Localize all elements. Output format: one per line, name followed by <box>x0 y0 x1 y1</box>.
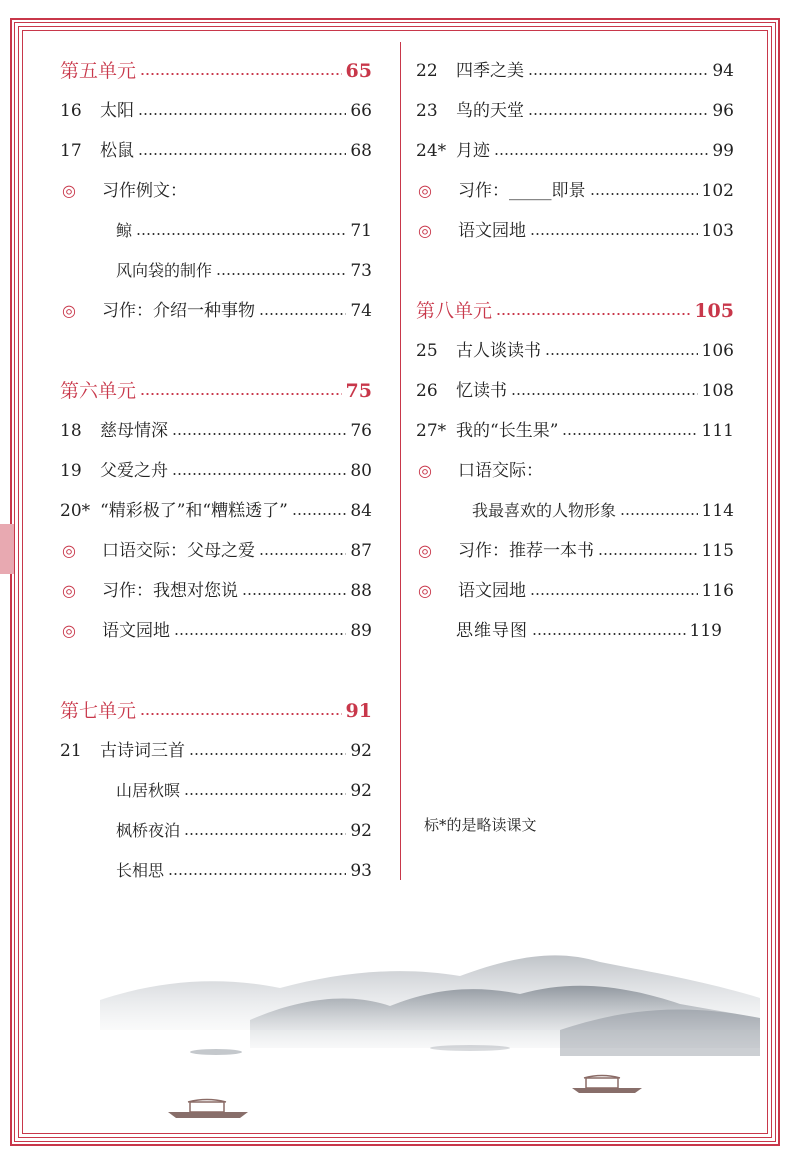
page-number: 71 <box>350 221 372 241</box>
lesson-title: 我的“长生果” <box>456 421 559 441</box>
lesson-number: 19 <box>60 461 82 481</box>
toc-entry[interactable] <box>60 296 372 326</box>
leader-dots <box>562 433 697 435</box>
sub-title: 我最喜欢的人物形象 <box>472 501 617 520</box>
toc-entry[interactable] <box>416 56 734 86</box>
lesson-title: 月迹 <box>456 141 490 161</box>
lesson-title: 古人谈读书 <box>456 341 541 361</box>
page-edge-tab <box>0 524 14 574</box>
toc-entry[interactable] <box>416 136 734 166</box>
section-title: 习作例文： <box>102 181 187 201</box>
unit-title: 第五单元 <box>60 60 137 82</box>
landscape-illustration <box>0 880 800 1140</box>
leader-dots <box>216 273 346 275</box>
leader-dots <box>140 73 342 75</box>
leader-dots <box>184 793 346 795</box>
leader-dots <box>545 353 698 355</box>
toc-entry[interactable] <box>416 416 734 446</box>
bullet-circle-icon: ◎ <box>62 621 76 640</box>
section-title: 口语交际：父母之爱 <box>102 541 255 561</box>
unit-heading[interactable] <box>60 56 372 86</box>
toc-sub-entry[interactable] <box>60 816 372 846</box>
toc-entry[interactable] <box>60 456 372 486</box>
toc-entry[interactable] <box>416 456 734 486</box>
leader-dots <box>140 713 342 715</box>
page-number: 80 <box>350 461 372 481</box>
leader-dots <box>528 73 708 75</box>
leader-dots <box>530 593 698 595</box>
bullet-circle-icon: ◎ <box>418 581 432 600</box>
leader-dots <box>184 833 346 835</box>
lesson-number: 25 <box>416 341 438 361</box>
lesson-title: “精彩极了”和“糟糕透了” <box>100 501 288 521</box>
section-title: 习作：推荐一本书 <box>458 541 594 561</box>
page-number: 105 <box>694 300 734 322</box>
page-number: 93 <box>350 861 372 881</box>
lesson-number: 26 <box>416 381 438 401</box>
leader-dots <box>189 753 346 755</box>
lesson-title: 四季之美 <box>456 61 524 81</box>
toc-entry[interactable] <box>416 336 734 366</box>
islet <box>190 1049 242 1055</box>
leader-dots <box>136 233 346 235</box>
lesson-number: 24* <box>416 141 447 161</box>
lesson-number: 20* <box>60 501 91 521</box>
page-number: 65 <box>345 60 372 82</box>
toc-entry[interactable] <box>416 376 734 406</box>
section-title: 口语交际： <box>458 461 543 481</box>
page-number: 114 <box>701 501 734 521</box>
page-number: 108 <box>701 381 734 401</box>
section-title: 语文园地 <box>102 621 170 641</box>
page-number: 73 <box>350 261 372 281</box>
toc-entry[interactable] <box>416 536 734 566</box>
section-title: 语文园地 <box>458 221 526 241</box>
page-number: 92 <box>350 821 372 841</box>
page-number: 74 <box>350 301 372 321</box>
footnote: 标*的是略读课文 <box>424 816 537 834</box>
page-number: 94 <box>712 61 734 81</box>
lesson-title: 鸟的天堂 <box>456 101 524 121</box>
leader-dots <box>496 313 690 315</box>
toc-sub-entry[interactable] <box>60 776 372 806</box>
page-number: 102 <box>701 181 734 201</box>
lesson-number: 23 <box>416 101 438 121</box>
page-number: 103 <box>701 221 734 241</box>
page-number: 115 <box>701 541 734 561</box>
lesson-number: 22 <box>416 61 438 81</box>
lesson-title: 太阳 <box>100 101 134 121</box>
bullet-circle-icon: ◎ <box>62 181 76 200</box>
toc-entry[interactable] <box>60 536 372 566</box>
leader-dots <box>168 873 346 875</box>
lesson-title: 古诗词三首 <box>100 741 185 761</box>
bullet-circle-icon: ◎ <box>418 461 432 480</box>
lesson-number: 16 <box>60 101 82 121</box>
page-number: 66 <box>350 101 372 121</box>
leader-dots <box>511 393 698 395</box>
bullet-circle-icon: ◎ <box>62 541 76 560</box>
leader-dots <box>530 233 698 235</box>
section-title: 习作：我想对您说 <box>102 581 238 601</box>
leader-dots <box>598 553 698 555</box>
page-number: 89 <box>350 621 372 641</box>
page-number: 92 <box>350 781 372 801</box>
leader-dots <box>590 193 698 195</box>
toc-entry[interactable] <box>60 496 372 526</box>
section-title: 思维导图 <box>456 621 528 641</box>
boat-right <box>572 1076 642 1094</box>
toc-entry[interactable] <box>60 136 372 166</box>
bullet-circle-icon: ◎ <box>418 541 432 560</box>
leader-dots <box>292 513 347 515</box>
page-number: 84 <box>350 501 372 521</box>
bullet-circle-icon: ◎ <box>418 221 432 240</box>
sub-title: 山居秋暝 <box>116 781 181 800</box>
lesson-title: 慈母情深 <box>100 421 168 441</box>
leader-dots <box>528 113 708 115</box>
leader-dots <box>172 473 346 475</box>
page-number: 91 <box>345 700 372 722</box>
leader-dots <box>174 633 346 635</box>
toc-entry[interactable] <box>60 96 372 126</box>
leader-dots <box>140 393 342 395</box>
sub-title: 风向袋的制作 <box>116 261 213 280</box>
toc-entry[interactable] <box>60 736 372 766</box>
unit-title: 第六单元 <box>60 380 137 402</box>
section-title: 语文园地 <box>458 581 526 601</box>
unit-heading[interactable] <box>60 696 372 726</box>
sub-title: 鲸 <box>116 221 133 240</box>
toc-entry[interactable] <box>60 576 372 606</box>
section-title: 习作：_____即景 <box>458 181 586 201</box>
leader-dots <box>259 553 346 555</box>
page-number: 99 <box>712 141 734 161</box>
page-number: 92 <box>350 741 372 761</box>
lesson-number: 17 <box>60 141 82 161</box>
unit-heading[interactable] <box>60 376 372 406</box>
lesson-title: 松鼠 <box>100 141 134 161</box>
leader-dots <box>259 313 346 315</box>
page-number: 76 <box>350 421 372 441</box>
toc-entry[interactable] <box>60 176 372 206</box>
leader-dots <box>532 633 686 635</box>
boat-left <box>168 1100 248 1119</box>
sub-title: 长相思 <box>116 861 165 880</box>
toc-sub-entry[interactable] <box>60 216 372 246</box>
lesson-number: 18 <box>60 421 82 441</box>
bullet-circle-icon: ◎ <box>62 301 76 320</box>
leader-dots <box>172 433 346 435</box>
toc-sub-entry[interactable] <box>416 496 734 526</box>
section-title: 习作：介绍一种事物 <box>102 301 255 321</box>
lesson-number: 27* <box>416 421 447 441</box>
leader-dots <box>138 113 346 115</box>
toc-entry[interactable] <box>60 416 372 446</box>
toc-entry-mindmap[interactable] <box>456 616 722 646</box>
sub-title: 枫桥夜泊 <box>116 821 181 840</box>
page-number: 87 <box>350 541 372 561</box>
toc-entry[interactable] <box>416 576 734 606</box>
toc-entry[interactable] <box>60 616 372 646</box>
page-number: 106 <box>701 341 734 361</box>
unit-title: 第八单元 <box>416 300 493 322</box>
leader-dots <box>242 593 346 595</box>
page-number: 119 <box>689 621 722 641</box>
page-number: 88 <box>350 581 372 601</box>
leader-dots <box>620 513 698 515</box>
bullet-circle-icon: ◎ <box>418 181 432 200</box>
page-number: 116 <box>701 581 734 601</box>
leader-dots <box>494 153 708 155</box>
toc-sub-entry[interactable] <box>60 256 372 286</box>
toc-entry[interactable] <box>416 176 734 206</box>
page-number: 75 <box>345 380 372 402</box>
leader-dots <box>138 153 346 155</box>
page-number: 111 <box>701 421 734 441</box>
page-number: 96 <box>712 101 734 121</box>
page-number: 68 <box>350 141 372 161</box>
toc-entry[interactable] <box>416 216 734 246</box>
column-divider <box>400 42 401 880</box>
toc-entry[interactable] <box>416 96 734 126</box>
lesson-title: 忆读书 <box>456 381 507 401</box>
unit-title: 第七单元 <box>60 700 137 722</box>
islet <box>430 1045 510 1051</box>
unit-heading[interactable] <box>416 296 734 326</box>
lesson-title: 父爱之舟 <box>100 461 168 481</box>
lesson-number: 21 <box>60 741 82 761</box>
bullet-circle-icon: ◎ <box>62 581 76 600</box>
